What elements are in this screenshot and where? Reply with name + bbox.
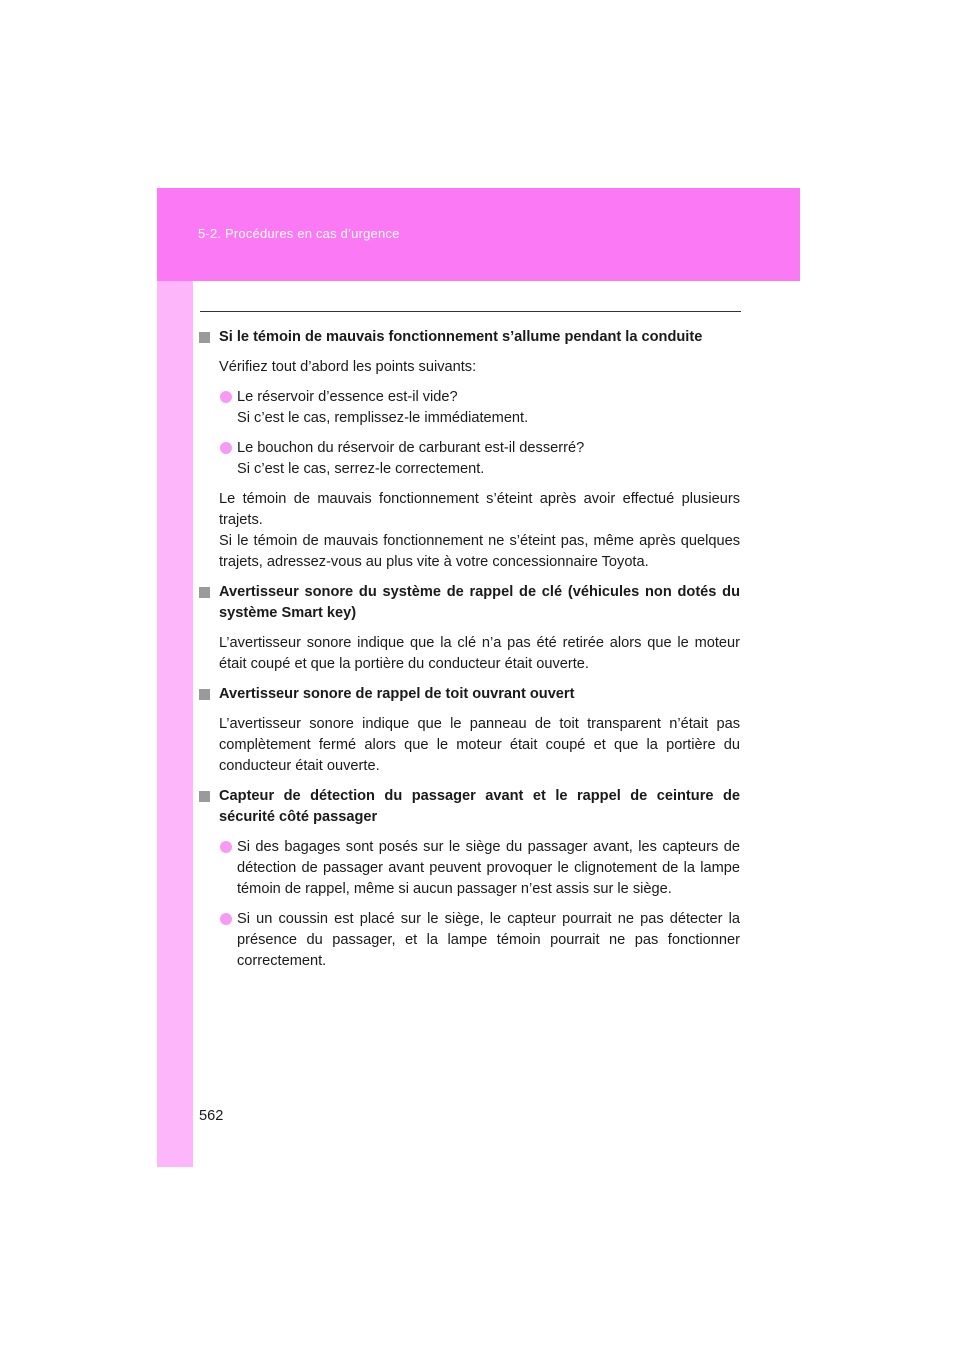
heading-text: Avertisseur sonore du système de rappel de clé (véhicules non dotés du système Smart key): [219, 584, 740, 621]
heading-text: Avertisseur sonore de rappel de toit ouvrant ouvert: [219, 686, 575, 702]
bullet-line: Si c’est le cas, remplissez-le immédiatement.: [237, 410, 529, 426]
bullet-line: Le réservoir d’essence est-il vide?: [237, 389, 458, 405]
side-strip: [157, 281, 193, 1167]
paragraph-line: Si le témoin de mauvais fonctionnement ne s’éteint pas, même après quelques trajets, adressez-vous au plus vite à votre concessionnaire Toyota.: [219, 533, 740, 570]
heading-text: Si le témoin de mauvais fonctionnement s’allume pendant la conduite: [219, 329, 703, 345]
section-heading: [199, 786, 740, 828]
section-heading: [199, 684, 740, 705]
circle-bullet-icon: [220, 391, 232, 403]
paragraph: Vérifiez tout d’abord les points suivants:: [219, 359, 477, 375]
circle-bullet-icon: [220, 442, 232, 454]
bullet-line: Si c’est le cas, serrez-le correctement.: [237, 461, 485, 477]
paragraph: L’avertisseur sonore indique que la clé n’a pas été retirée alors que le moteur était coupé et que la portière du conducteur était ouverte.: [219, 635, 740, 672]
section-heading: [199, 327, 740, 348]
bullet-text: Si des bagages sont posés sur le siège du passager avant, les capteurs de détection de passager avant peuvent provoquer le clignotement de la lampe témoin de rappel, même si aucun passager n’est assis sur le siège.: [237, 839, 740, 897]
square-bullet-icon: [199, 791, 210, 802]
paragraph: L’avertisseur sonore indique que le panneau de toit transparent n’était pas complètement fermé alors que le moteur était coupé et que la portière du conducteur était ouverte.: [219, 716, 740, 774]
bullet-text: Si un coussin est placé sur le siège, le capteur pourrait ne pas détecter la présence du passager, et la lampe témoin pourrait ne pas fonctionner correctement.: [237, 911, 740, 969]
page-number: 562: [199, 1108, 224, 1124]
bullet-item: [199, 909, 740, 972]
bullet-item: [199, 837, 740, 900]
circle-bullet-icon: [220, 913, 232, 925]
bullet-item: [199, 387, 740, 429]
section-title: 5-2. Procédures en cas d’urgence: [198, 226, 400, 241]
square-bullet-icon: [199, 332, 210, 343]
bullet-line: Le bouchon du réservoir de carburant est-il desserré?: [237, 440, 585, 456]
section-heading: [199, 582, 740, 624]
divider-rule: [200, 311, 741, 312]
paragraph: [199, 489, 740, 573]
circle-bullet-icon: [220, 841, 232, 853]
heading-text: Capteur de détection du passager avant et le rappel de ceinture de sécurité côté passager: [219, 788, 740, 825]
bullet-item: [199, 438, 740, 480]
page-content: [199, 327, 740, 981]
square-bullet-icon: [199, 587, 210, 598]
paragraph-line: Le témoin de mauvais fonctionnement s’éteint après avoir effectué plusieurs trajets.: [219, 491, 740, 528]
square-bullet-icon: [199, 689, 210, 700]
